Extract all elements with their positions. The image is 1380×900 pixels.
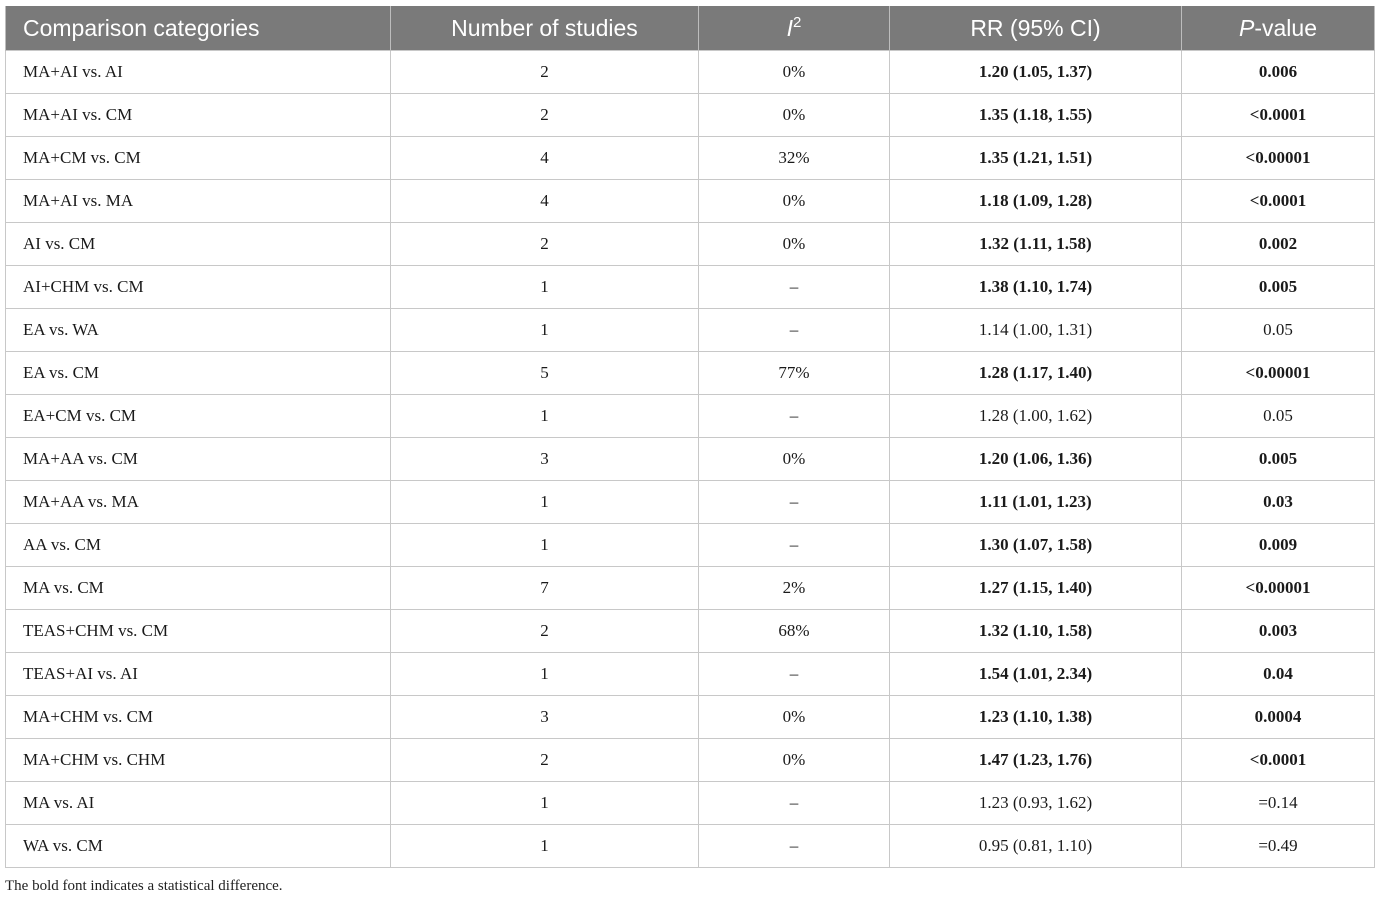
cell-p-value: =0.49: [1182, 825, 1375, 868]
cell-rr-95-ci: 1.14 (1.00, 1.31): [890, 309, 1182, 352]
table-row: [6, 395, 1375, 438]
table-row: [6, 266, 1375, 309]
cell-p-value: <0.0001: [1182, 180, 1375, 223]
cell-i-squared: 0%: [699, 94, 890, 137]
cell-p-value: =0.14: [1182, 782, 1375, 825]
cell-i-squared: 77%: [699, 352, 890, 395]
cell-number-of-studies: 2: [391, 610, 699, 653]
cell-rr-95-ci: 1.54 (1.01, 2.34): [890, 653, 1182, 696]
cell-comparison: MA+AI vs. MA: [6, 180, 391, 223]
cell-rr-95-ci: 1.20 (1.06, 1.36): [890, 438, 1182, 481]
cell-comparison: EA vs. CM: [6, 352, 391, 395]
table-row: [6, 481, 1375, 524]
table-header: [6, 6, 1375, 51]
cell-number-of-studies: 5: [391, 352, 699, 395]
cell-number-of-studies: 4: [391, 180, 699, 223]
cell-rr-95-ci: 1.28 (1.00, 1.62): [890, 395, 1182, 438]
cell-comparison: AA vs. CM: [6, 524, 391, 567]
header-i-squared-superscript: 2: [793, 13, 802, 31]
cell-p-value: 0.05: [1182, 395, 1375, 438]
cell-number-of-studies: 2: [391, 223, 699, 266]
table-row: [6, 352, 1375, 395]
table-row: [6, 610, 1375, 653]
cell-p-value: 0.0004: [1182, 696, 1375, 739]
table-row: [6, 137, 1375, 180]
header-i-squared-base: I: [786, 14, 794, 41]
cell-i-squared: –: [699, 309, 890, 352]
table-row: [6, 782, 1375, 825]
cell-p-value: 0.04: [1182, 653, 1375, 696]
table-row: [6, 223, 1375, 266]
header-p-italic: P: [1239, 14, 1255, 41]
cell-rr-95-ci: 1.32 (1.10, 1.58): [890, 610, 1182, 653]
cell-comparison: MA+CHM vs. CM: [6, 696, 391, 739]
cell-p-value: <0.00001: [1182, 352, 1375, 395]
cell-comparison: EA vs. WA: [6, 309, 391, 352]
cell-i-squared: 0%: [699, 696, 890, 739]
header-row: [6, 6, 1375, 51]
cell-rr-95-ci: 1.28 (1.17, 1.40): [890, 352, 1182, 395]
table-footnote: The bold font indicates a statistical difference.: [5, 878, 283, 894]
table-row: [6, 438, 1375, 481]
cell-comparison: TEAS+AI vs. AI: [6, 653, 391, 696]
cell-p-value: 0.002: [1182, 223, 1375, 266]
cell-rr-95-ci: 0.95 (0.81, 1.10): [890, 825, 1182, 868]
cell-rr-95-ci: 1.27 (1.15, 1.40): [890, 567, 1182, 610]
cell-comparison: MA vs. AI: [6, 782, 391, 825]
cell-i-squared: 2%: [699, 567, 890, 610]
cell-i-squared: –: [699, 266, 890, 309]
cell-p-value: 0.005: [1182, 266, 1375, 309]
table-row: [6, 51, 1375, 94]
cell-number-of-studies: 1: [391, 309, 699, 352]
table-row: [6, 739, 1375, 782]
header-rr-95-ci: RR (95% CI): [890, 6, 1182, 51]
header-i-squared: [699, 6, 890, 51]
cell-p-value: 0.009: [1182, 524, 1375, 567]
cell-p-value: 0.006: [1182, 51, 1375, 94]
cell-number-of-studies: 2: [391, 739, 699, 782]
cell-comparison: MA+AI vs. AI: [6, 51, 391, 94]
cell-comparison: AI+CHM vs. CM: [6, 266, 391, 309]
table-row: [6, 696, 1375, 739]
cell-i-squared: 0%: [699, 180, 890, 223]
cell-rr-95-ci: 1.23 (1.10, 1.38): [890, 696, 1182, 739]
cell-p-value: 0.005: [1182, 438, 1375, 481]
cell-comparison: MA+AI vs. CM: [6, 94, 391, 137]
cell-comparison: MA+CHM vs. CHM: [6, 739, 391, 782]
cell-rr-95-ci: 1.11 (1.01, 1.23): [890, 481, 1182, 524]
cell-comparison: WA vs. CM: [6, 825, 391, 868]
cell-i-squared: 0%: [699, 739, 890, 782]
results-table: [5, 6, 1375, 868]
cell-number-of-studies: 1: [391, 266, 699, 309]
cell-number-of-studies: 1: [391, 825, 699, 868]
cell-number-of-studies: 1: [391, 782, 699, 825]
cell-i-squared: –: [699, 653, 890, 696]
cell-number-of-studies: 1: [391, 395, 699, 438]
cell-p-value: 0.03: [1182, 481, 1375, 524]
cell-p-value: <0.00001: [1182, 567, 1375, 610]
table-row: [6, 524, 1375, 567]
cell-p-value: <0.0001: [1182, 94, 1375, 137]
table-row: [6, 567, 1375, 610]
cell-i-squared: 0%: [699, 51, 890, 94]
header-comparison-categories: Comparison categories: [6, 6, 391, 51]
cell-number-of-studies: 3: [391, 696, 699, 739]
cell-i-squared: –: [699, 782, 890, 825]
cell-comparison: MA+CM vs. CM: [6, 137, 391, 180]
cell-number-of-studies: 7: [391, 567, 699, 610]
table-row: [6, 94, 1375, 137]
cell-number-of-studies: 1: [391, 653, 699, 696]
cell-comparison: MA+AA vs. MA: [6, 481, 391, 524]
cell-p-value: 0.05: [1182, 309, 1375, 352]
cell-number-of-studies: 2: [391, 51, 699, 94]
cell-p-value: <0.0001: [1182, 739, 1375, 782]
cell-i-squared: 0%: [699, 223, 890, 266]
cell-i-squared: –: [699, 395, 890, 438]
table-row: [6, 180, 1375, 223]
cell-rr-95-ci: 1.23 (0.93, 1.62): [890, 782, 1182, 825]
cell-rr-95-ci: 1.18 (1.09, 1.28): [890, 180, 1182, 223]
cell-comparison: TEAS+CHM vs. CM: [6, 610, 391, 653]
table-row: [6, 653, 1375, 696]
cell-rr-95-ci: 1.35 (1.18, 1.55): [890, 94, 1182, 137]
table-row: [6, 309, 1375, 352]
cell-rr-95-ci: 1.32 (1.11, 1.58): [890, 223, 1182, 266]
header-number-of-studies: Number of studies: [391, 6, 699, 51]
cell-rr-95-ci: 1.30 (1.07, 1.58): [890, 524, 1182, 567]
cell-p-value: 0.003: [1182, 610, 1375, 653]
header-p-rest: -value: [1254, 14, 1317, 41]
cell-comparison: MA+AA vs. CM: [6, 438, 391, 481]
cell-number-of-studies: 1: [391, 524, 699, 567]
cell-comparison: MA vs. CM: [6, 567, 391, 610]
cell-i-squared: –: [699, 481, 890, 524]
cell-i-squared: 32%: [699, 137, 890, 180]
table-row: [6, 825, 1375, 868]
table-body: [6, 51, 1375, 868]
cell-i-squared: 0%: [699, 438, 890, 481]
cell-number-of-studies: 1: [391, 481, 699, 524]
cell-number-of-studies: 3: [391, 438, 699, 481]
cell-number-of-studies: 2: [391, 94, 699, 137]
cell-rr-95-ci: 1.38 (1.10, 1.74): [890, 266, 1182, 309]
cell-comparison: AI vs. CM: [6, 223, 391, 266]
cell-number-of-studies: 4: [391, 137, 699, 180]
header-p-value: [1182, 6, 1375, 51]
cell-rr-95-ci: 1.35 (1.21, 1.51): [890, 137, 1182, 180]
cell-i-squared: –: [699, 524, 890, 567]
cell-rr-95-ci: 1.20 (1.05, 1.37): [890, 51, 1182, 94]
cell-p-value: <0.00001: [1182, 137, 1375, 180]
cell-i-squared: 68%: [699, 610, 890, 653]
cell-rr-95-ci: 1.47 (1.23, 1.76): [890, 739, 1182, 782]
cell-comparison: EA+CM vs. CM: [6, 395, 391, 438]
cell-i-squared: –: [699, 825, 890, 868]
